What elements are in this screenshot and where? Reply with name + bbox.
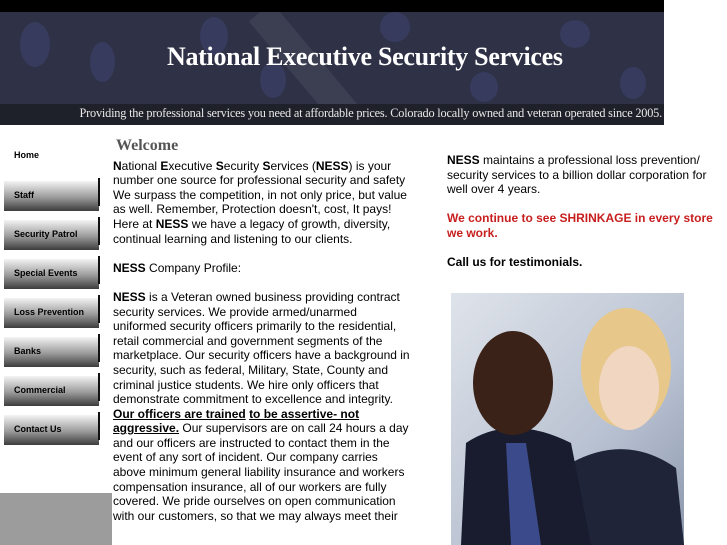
site-title: National Executive Security Services <box>167 42 563 71</box>
nav-commercial[interactable]: Commercial <box>4 376 99 406</box>
security-officers-photo <box>451 293 684 545</box>
nav-staff[interactable]: Staff <box>4 181 99 211</box>
nav-special-events[interactable]: Special Events <box>4 259 99 289</box>
maintains-paragraph: NESS maintains a professional loss prevention/ security services to a billion dollar corporation for well over 4 years. <box>447 153 707 197</box>
tagline: Providing the professional services you need at affordable prices. Colorado locally owned and veteran operated since 2005. <box>79 106 662 120</box>
top-bar <box>0 0 664 12</box>
main-content <box>113 139 410 523</box>
nav-security-patrol[interactable]: Security Patrol <box>4 220 99 250</box>
welcome-heading: Welcome <box>116 137 179 154</box>
nav-banks[interactable]: Banks <box>4 337 99 367</box>
profile-paragraph: NESS is a Veteran owned business providing contract security services. We provide armed/unarmed uniformed security officers primarily to the residential, retail commercial and government segments of the marketplace. Our security officers have a background in security, such as federal, Military, State, County and criminal justice students. We hire only officers that demonstrate commitment to excellence and integrity. Our officers are trained to be assertive- not aggressive. Our supervisors are on call 24 hours a day and our officers are instructed to contact them in the event of any sort of incident. Our company carries above minimum general liability insurance and workers compensation insurance, all of our workers are fully covered. We pride ourselves on open communication with our customers, so that we may always meet their <box>113 289 410 523</box>
header-banner <box>0 12 664 125</box>
sidebar-footer-block <box>0 493 112 545</box>
shrinkage-notice: We continue to see SHRINKAGE in every store we work. <box>447 211 713 240</box>
legacy-paragraph: Here at NESS we have a legacy of growth, diversity, continual learning and listening to our clients. <box>113 216 391 246</box>
nav-contact-us[interactable]: Contact Us <box>4 415 99 445</box>
right-column <box>447 153 717 284</box>
nav-loss-prevention[interactable]: Loss Prevention <box>4 298 99 328</box>
nav-home[interactable]: Home <box>14 150 40 160</box>
testimonials-text: Call us for testimonials. <box>447 255 583 270</box>
profile-label: NESS Company Profile: <box>113 260 242 275</box>
intro-paragraph: National Executive Security Services (NESS) is your number one source for professional security and safety We surpass the competition, in not only price, but value as well. Remember, Protection doesn't, cost, It pays! <box>113 158 407 217</box>
